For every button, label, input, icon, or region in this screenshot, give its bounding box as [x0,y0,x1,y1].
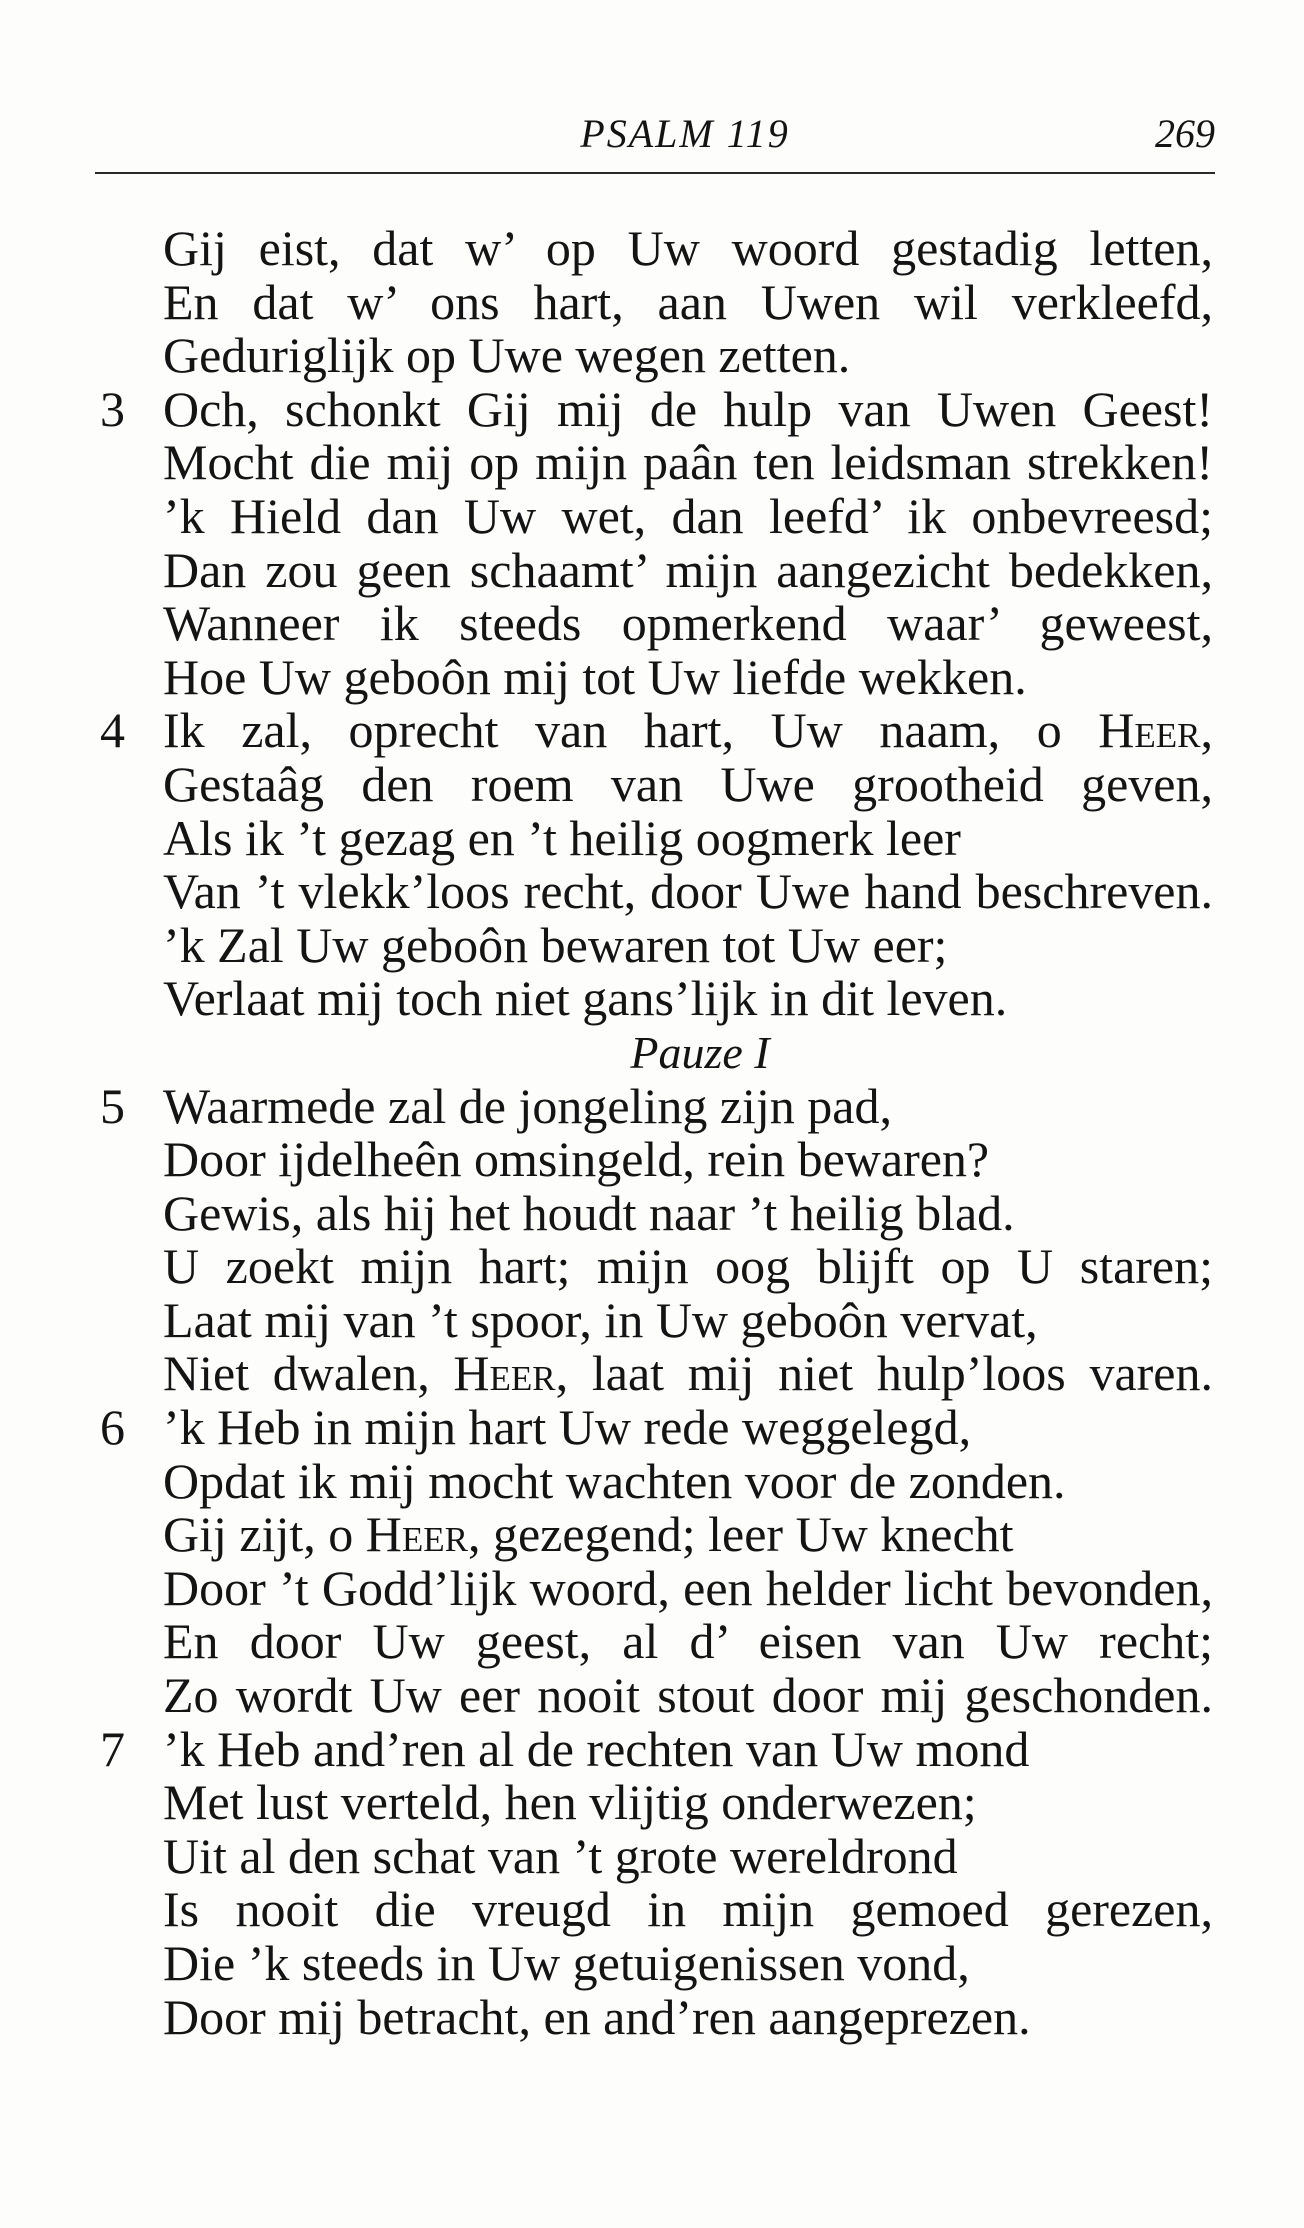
verse-line: Is nooit die vreugd in mijn gemoed gerezen, [163,1881,1213,1938]
page-number: 269 [1155,111,1215,156]
verse-line: Die ’k steeds in Uw getuigenissen vond, [163,1935,970,1991]
verse-line: ’k Zal Uw geboôn bewaren tot Uw eer; [163,916,948,973]
stanza-3 [100,380,1220,705]
verse-line: Gewis, als hij het houdt naar ’t heilig blad. [163,1184,1015,1241]
verse-line: U zoekt mijn hart; mijn oog blijft op U staren; [163,1238,1213,1295]
verse-line: 6 ’k Heb in mijn hart Uw rede weggelegd, [100,1399,972,1456]
stanza-4 [100,704,1220,1026]
stanza-number: 4 [100,702,125,759]
psalm-text [100,222,1220,2044]
verse-line: Mocht die mij op mijn paân ten leidsman strekken! [163,434,1213,491]
verse-line: Wanneer ik steeds opmerkend waar’ geweest, [163,595,1213,652]
verse-line: En dat w’ ons hart, aan Uwen wil verkleefd, [163,273,1213,330]
verse-line: Verlaat mij toch niet gans’lijk in dit leven. [163,970,1008,1027]
verse-line: Door ijdelheên omsingeld, rein bewaren? [163,1131,990,1188]
verse-line: 5 Waarmede zal de jongeling zijn pad, [100,1077,893,1134]
verse-line: Gij zijt, o Heer, gezegend; leer Uw knecht [163,1506,1014,1563]
stanza-7 [100,1720,1220,2045]
verse-line: Dan zou geen schaamt’ mijn aangezicht bedekken, [163,541,1213,598]
verse-line: Uit al den schat van ’t grote wereldrond [163,1827,958,1884]
verse-line: 3 Och, schonkt Gij mij de hulp van Uwen Geest! [100,380,1213,437]
pause-marker: Pauze I [630,1026,770,1078]
divine-name: Heer [453,1345,556,1402]
verse-line: En door Uw geest, al d’ eisen van Uw recht; [163,1613,1213,1670]
verse-line: Zo wordt Uw eer nooit stout door mij geschonden. [163,1667,1213,1724]
verse-line: Laat mij van ’t spoor, in Uw geboôn vervat, [163,1291,1038,1348]
stanza-number: 5 [100,1077,125,1134]
stanza-number: 6 [100,1399,125,1456]
divine-name: Heer [365,1506,468,1563]
verse-line: 4 Ik zal, oprecht van hart, Uw naam, o Heer, [100,702,1213,759]
verse-line: Hoe Uw geboôn mij tot Uw liefde wekken. [163,648,1027,705]
verse-line: Gestaâg den roem van Uwe grootheid geven, [163,755,1213,812]
stanza-6 [100,1401,1220,1723]
verse-line: Door ’t Godd’lijk woord, een helder licht bevonden, [163,1559,1213,1616]
stanza-continuation [100,222,1220,383]
verse-line: ’k Hield dan Uw wet, dan leefd’ ik onbevreesd; [163,487,1213,544]
running-head [95,110,1215,170]
divine-name: Heer [1098,702,1201,759]
verse-line: Niet dwalen, Heer, laat mij niet hulp’loos varen. [163,1345,1214,1402]
verse-line: 7 ’k Heb and’ren al de rechten van Uw mond [100,1720,1030,1777]
verse-line: Van ’t vlekk’loos recht, door Uwe hand beschreven. [163,863,1213,920]
stanza-number: 3 [100,380,125,437]
verse-line: Door mij betracht, en and’ren aangeprezen. [163,1988,1031,2045]
verse-line: Als ik ’t gezag en ’t heilig oogmerk leer [163,809,961,866]
stanza-5 [100,1077,1220,1402]
stanza-number: 7 [100,1720,125,1777]
running-head-title: PSALM 119 [580,111,790,156]
verse-line: Opdat ik mij mocht wachten voor de zonden. [163,1452,1066,1509]
header-rule [95,172,1215,174]
verse-line: Geduriglijk op Uwe wegen zetten. [163,327,851,384]
verse-line: Gij eist, dat w’ op Uw woord gestadig letten, [163,220,1213,276]
verse-line: Met lust verteld, hen vlijtig onderwezen; [163,1774,977,1831]
